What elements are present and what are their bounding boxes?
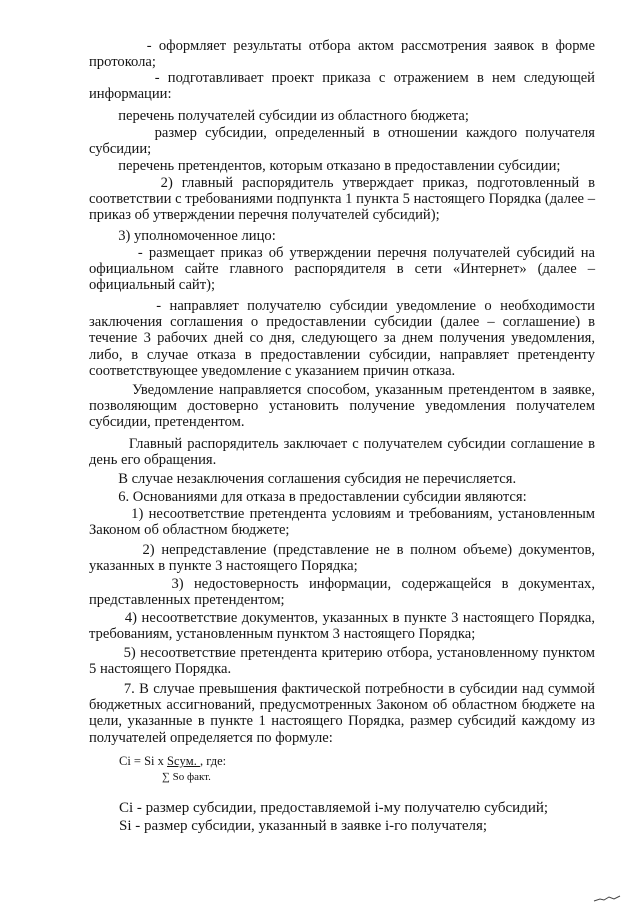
paragraph: - направляет получателю субсидии уведомление о необходимости заключения соглашения о предоставлении субсидии (далее – соглашение) в течение 3 рабочих дней со дня, следующего за днем получения уведомления, либо, в случае отказа в предоставлении субсидии, направляет претенденту соответствующее уведомление с указанием причин отказа. [89, 298, 595, 379]
paragraph: 3) недостоверность информации, содержащейся в документах, представленных претендентом; [89, 576, 595, 609]
formula-denominator: ∑ So факт. [162, 771, 211, 783]
paragraph: 2) главный распорядитель утверждает приказ, подготовленный в соответствии с требованиями подпункта 1 пункта 5 настоящего Порядка (далее – приказ об утверждении перечня получателей субсидий); [89, 175, 595, 224]
paragraph: В случае незаключения соглашения субсидия не перечисляется. [89, 471, 517, 487]
definition: Si - размер субсидии, указанный в заявке i-го получателя; [119, 818, 488, 834]
paragraph: 2) непредставление (представление не в полном объеме) документов, указанных в пункте 3 настоящего Порядка; [89, 542, 595, 575]
formula-numerator: Scyм. [167, 754, 200, 768]
paragraph: перечень претендентов, которым отказано в предоставлении субсидии; [89, 158, 561, 174]
paragraph: 1) несоответствие претендента условиям и требованиям, установленным Законом об областном бюджете; [89, 506, 595, 539]
scan-artifact [592, 893, 622, 905]
formula-lhs: Ci = Si x [119, 754, 168, 768]
formula-line [119, 754, 226, 768]
paragraph: перечень получателей субсидии из областного бюджета; [89, 108, 469, 124]
paragraph: - подготавливает проект приказа с отражением в нем следующей информации: [89, 70, 595, 103]
paragraph: Уведомление направляется способом, указанным претендентом в заявке, позволяющим достоверно установить получение уведомления получателем субсидии, претендентом. [89, 382, 595, 431]
paragraph: 4) несоответствие документов, указанных в пункте 3 настоящего Порядка, требованиям, установленным пунктом 3 настоящего Порядка; [89, 610, 595, 643]
paragraph: размер субсидии, определенный в отношении каждого получателя субсидии; [89, 125, 595, 158]
paragraph: - оформляет результаты отбора актом рассмотрения заявок в форме протокола; [89, 38, 595, 71]
formula-where: , где: [199, 754, 227, 768]
paragraph: 7. В случае превышения фактической потребности в субсидии над суммой бюджетных ассигнований, предусмотренных Законом об областном бюджете на цели, указанные в пункте 1 настоящего Порядка, размер субсидий каждому из получателей определяется по формуле: [89, 681, 595, 746]
paragraph: 5) несоответствие претендента критерию отбора, установленному пунктом 5 настоящего Порядка. [89, 645, 595, 678]
paragraph: 6. Основаниями для отказа в предоставлении субсидии являются: [89, 489, 527, 505]
paragraph: - размещает приказ об утверждении перечня получателей субсидий на официальном сайте главного распорядителя в сети «Интернет» (далее – официальный сайт); [89, 245, 595, 294]
paragraph: Главный распорядитель заключает с получателем субсидии соглашение в день его обращения. [89, 436, 595, 469]
paragraph: 3) уполномоченное лицо: [89, 228, 276, 244]
definition: Ci - размер субсидии, предоставляемой i-му получателю субсидий; [119, 800, 549, 816]
